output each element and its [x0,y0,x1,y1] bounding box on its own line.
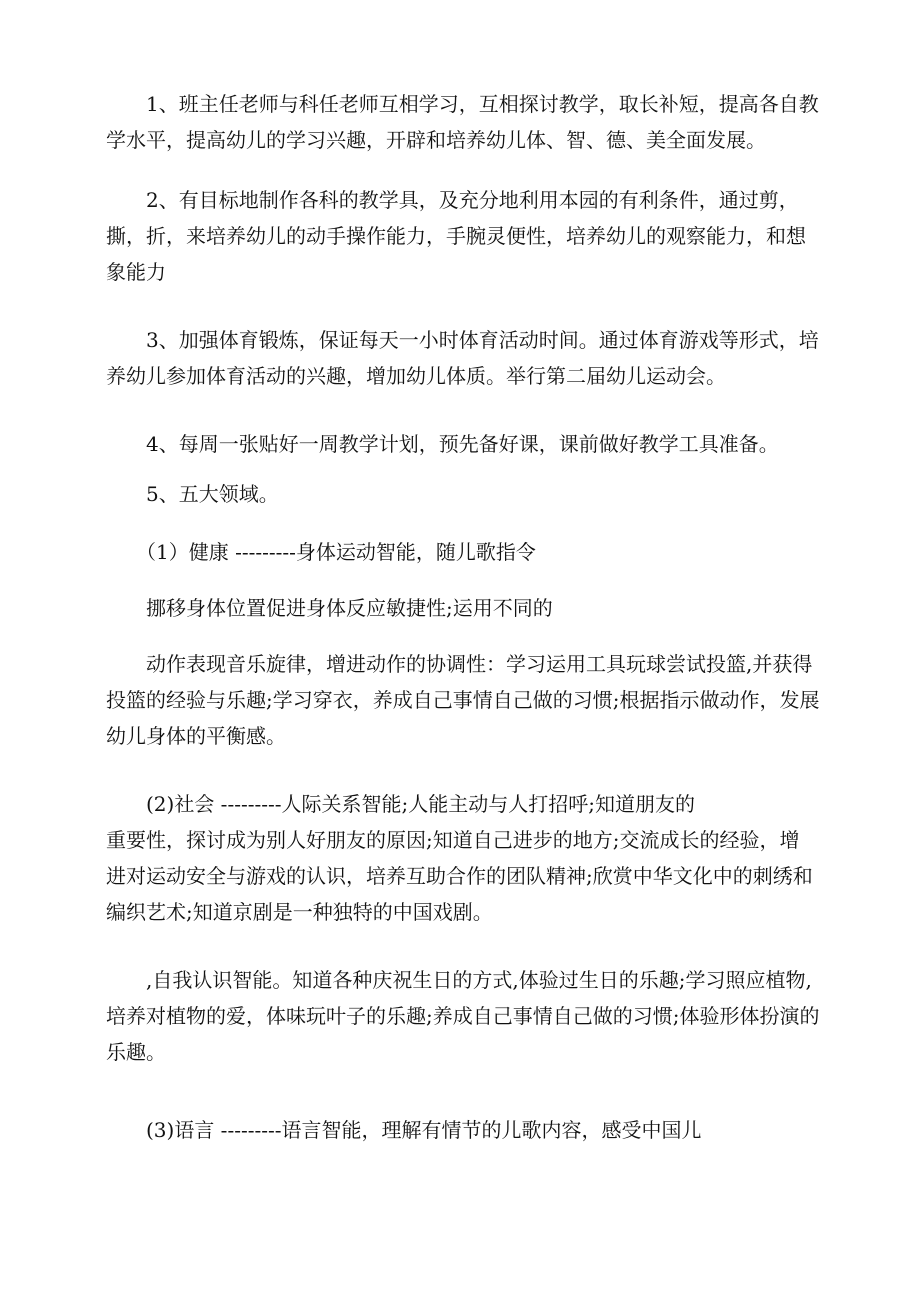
paragraph-2 [106,182,826,290]
text-line: 投篮的经验与乐趣;学习穿衣，养成自己事情自己做的习惯;根据指示做动作，发展 [106,688,820,712]
text-line: 编织艺术;知道京剧是一种独特的中国戏剧。 [106,900,493,924]
text-line: 幼儿身体的平衡感。 [106,724,286,748]
text-line: 象能力 [106,260,166,284]
paragraph-health-heading [106,534,826,570]
text-line: 乐趣。 [106,1040,166,1064]
paragraph-health-2 [106,646,826,754]
paragraph-1 [106,86,826,158]
text-line: 4、每周一张贴好一周教学计划，预先备好课，课前做好教学工具准备。 [106,432,779,456]
text-line: 撕，折，来培养幼儿的动手操作能力，手腕灵便性，培养幼儿的观察能力，和想 [106,224,806,248]
paragraph-self-awareness [106,962,826,1070]
text-line: 1、班主任老师与科任老师互相学习，互相探讨教学，取长补短，提高各自教 [106,92,819,116]
text-line: 重要性，探讨成为别人好朋友的原因;知道自己进步的地方;交流成长的经验，增 [106,828,800,852]
text-line: 学水平，提高幼儿的学习兴趣，开辟和培养幼儿体、智、德、美全面发展。 [106,128,766,152]
paragraph-language [106,1112,826,1148]
paragraph-health-1 [106,590,826,626]
text-line: (2)社会 ---------人际关系智能;人能主动与人打招呼;知道朋友的 [106,792,695,816]
paragraph-5 [106,476,826,512]
text-line: 2、有目标地制作各科的教学具，及充分地利用本园的有利条件，通过剪， [106,188,799,212]
paragraph-4 [106,426,826,462]
text-line: （1）健康 ---------身体运动智能，随儿歌指令 [106,540,536,564]
text-line: 3、加强体育锻炼，保证每天一小时体育活动时间。通过体育游戏等形式，培 [106,328,819,352]
text-line: 挪移身体位置促进身体反应敏捷性;运用不同的 [106,596,553,620]
text-line: (3)语言 ---------语言智能，理解有情节的儿歌内容，感受中国儿 [106,1118,702,1142]
text-line: 动作表现音乐旋律，增进动作的协调性：学习运用工具玩球尝试投篮,并获得 [106,652,813,676]
paragraph-social [106,786,826,930]
paragraph-3 [106,322,826,394]
text-line: 培养对植物的爱，体味玩叶子的乐趣;养成自己事情自己做的习惯;体验形体扮演的 [106,1004,820,1028]
text-line: 5、五大领域。 [106,482,279,506]
text-line: 进对运动安全与游戏的认识，培养互助合作的团队精神;欣赏中华文化中的刺绣和 [106,864,813,888]
text-line: ,自我认识智能。知道各种庆祝生日的方式,体验过生日的乐趣;学习照应植物, [106,968,812,992]
text-line: 养幼儿参加体育活动的兴趣，增加幼儿体质。举行第二届幼儿运动会。 [106,364,726,388]
